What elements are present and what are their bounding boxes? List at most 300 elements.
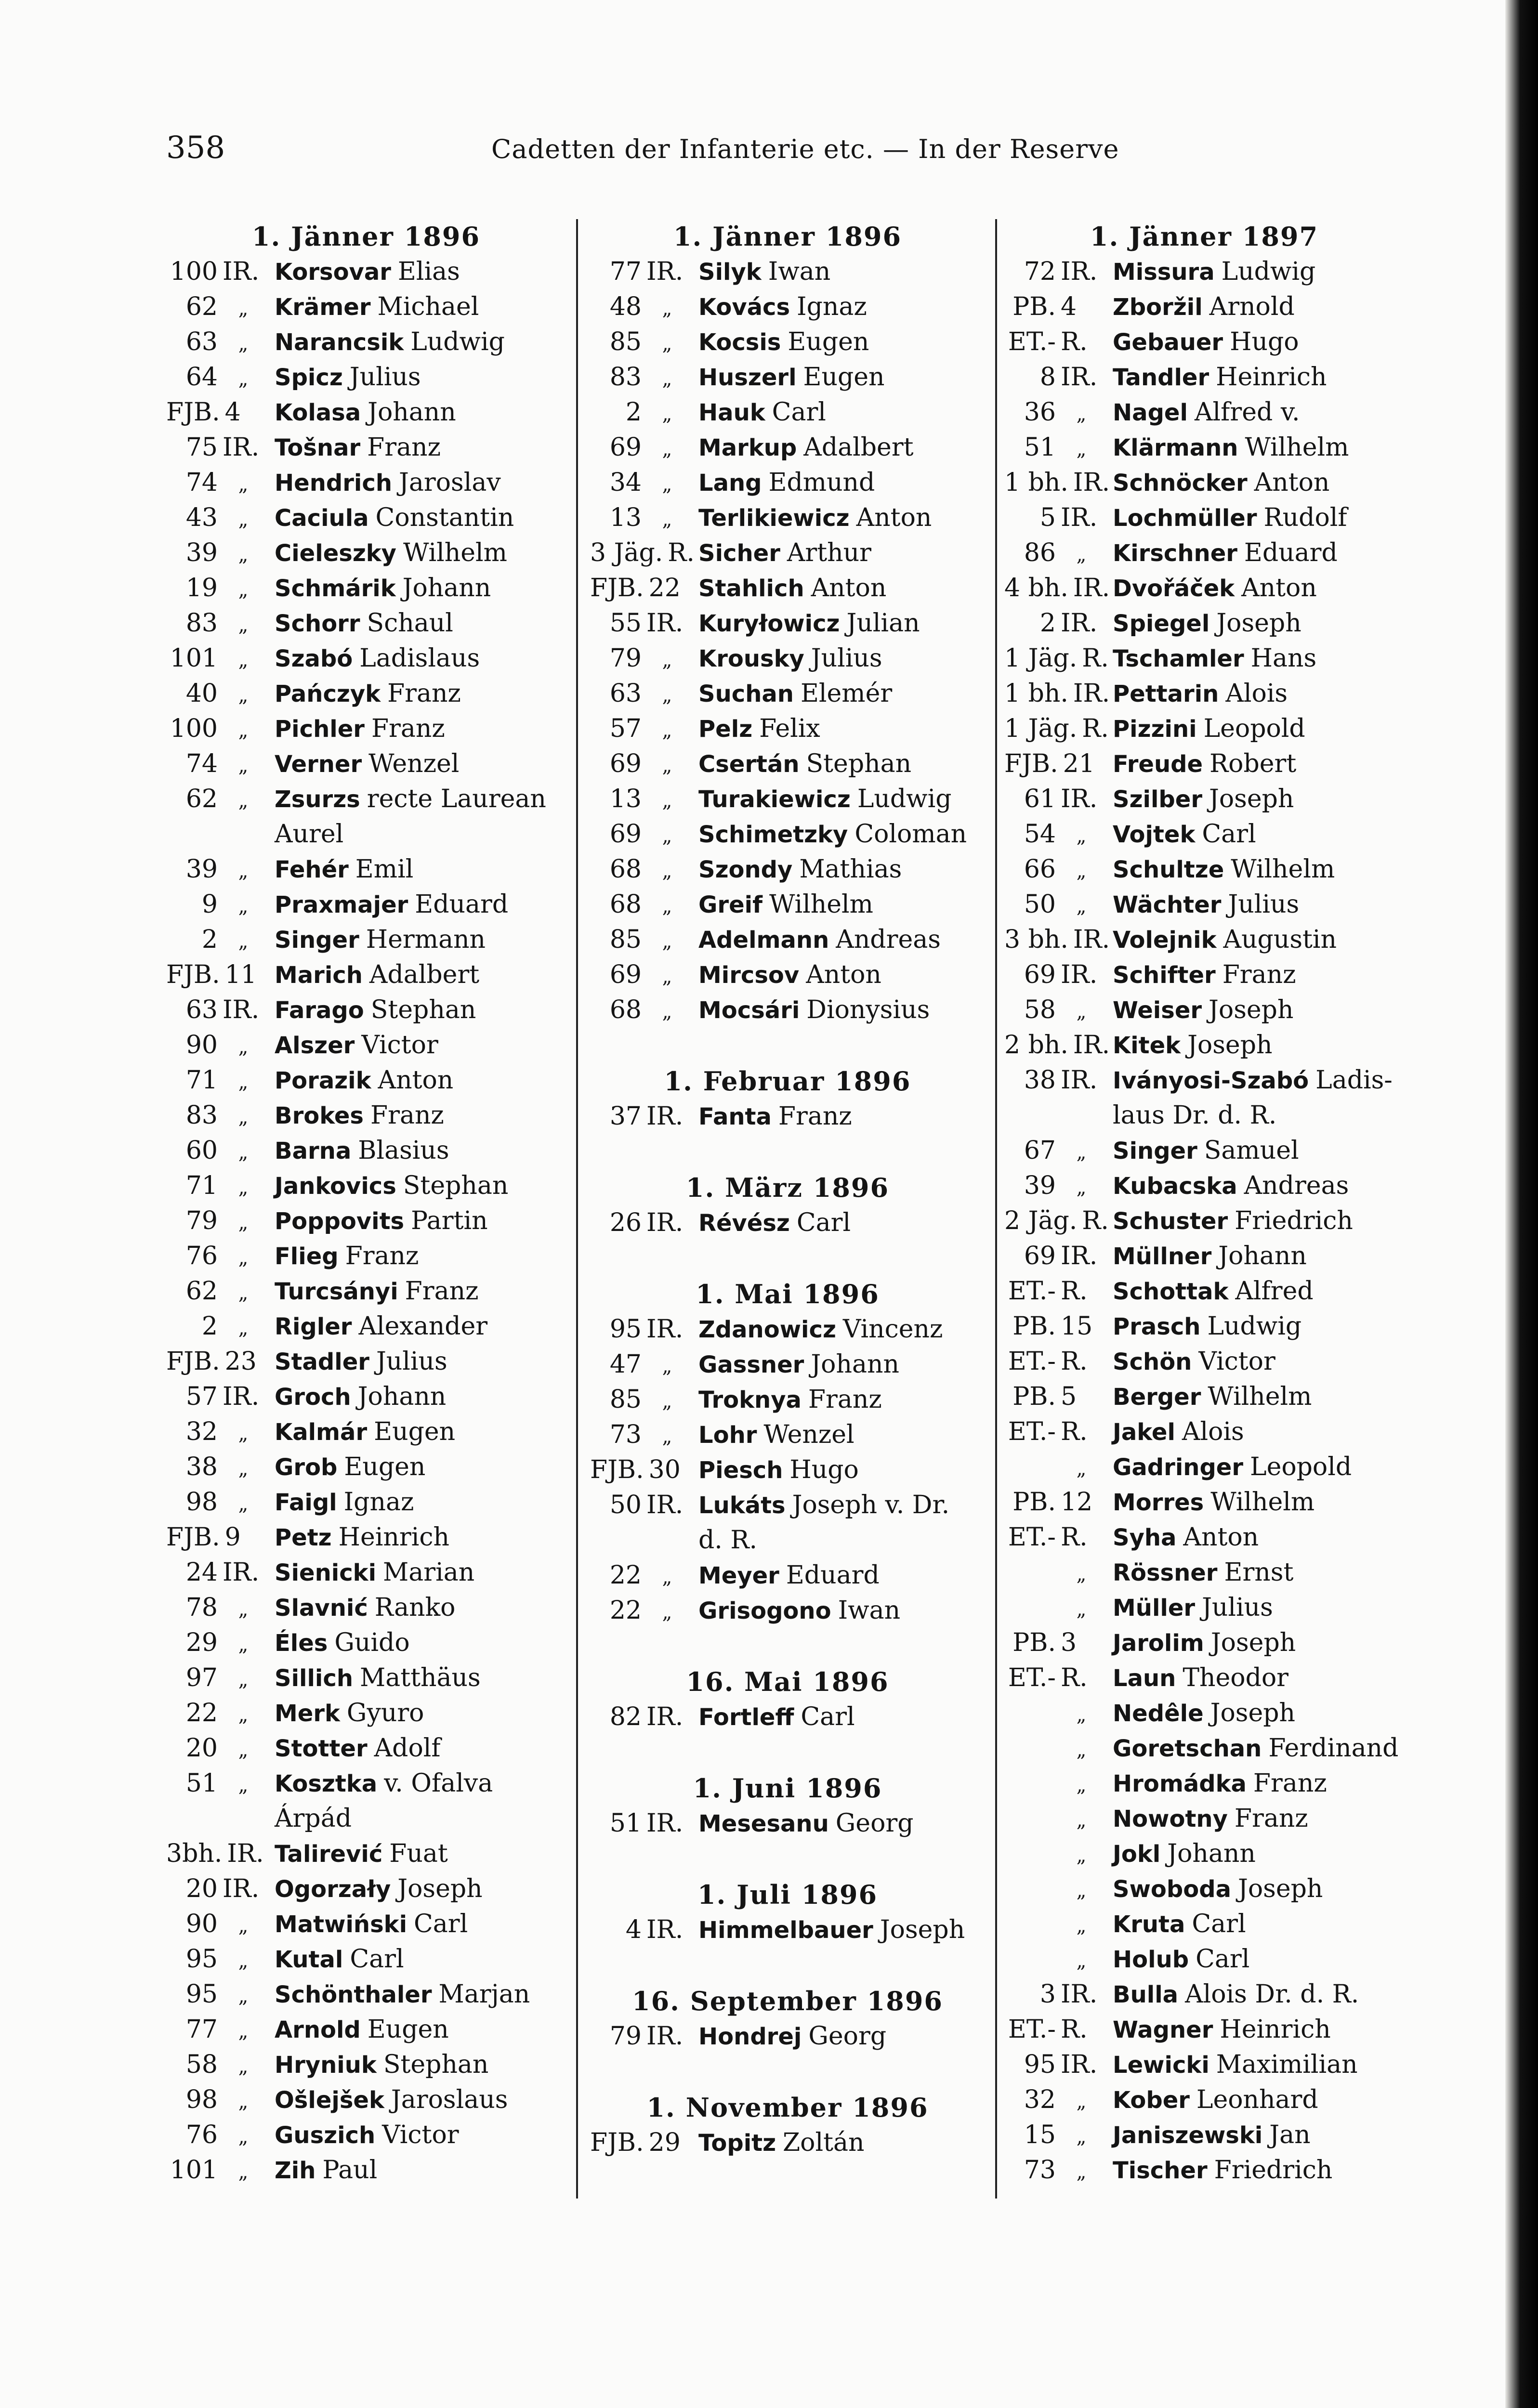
given-name: Franz [370, 1101, 444, 1130]
person-name [1113, 1555, 1404, 1590]
unit-reference [166, 1942, 275, 1977]
list-entry [1004, 1063, 1404, 1098]
given-name: Carl [414, 1910, 468, 1938]
ditto-mark: „ [238, 1774, 249, 1796]
list-entry [166, 1731, 566, 1766]
surname: Pelz [698, 716, 753, 743]
list-entry [1004, 2012, 1404, 2047]
unit-type: IR. [223, 433, 260, 462]
surname: Spicz [275, 364, 343, 391]
unit-reference [590, 817, 698, 852]
unit-reference [166, 1625, 275, 1661]
person-name [698, 922, 985, 957]
unit-reference [166, 465, 275, 500]
unit-reference [166, 1309, 275, 1344]
person-name [1113, 536, 1404, 571]
given-name: Emil [355, 855, 414, 884]
given-name: Heinrich [338, 1523, 449, 1552]
person-name [698, 395, 985, 430]
given-name: Leopold [1203, 714, 1305, 743]
list-entry [166, 782, 566, 817]
ditto-mark: „ [1076, 1563, 1087, 1585]
unit-type: R. [1061, 1417, 1088, 1446]
surname: Hromádka [1113, 1770, 1247, 1797]
unit-number: 2 Jäg. [1004, 1206, 1078, 1235]
list-entry [590, 746, 985, 782]
unit-number: 62 [185, 292, 218, 321]
given-name: Partin [411, 1206, 488, 1235]
unit-reference [1004, 395, 1113, 430]
person-name [275, 1520, 566, 1555]
page-header [166, 130, 1481, 173]
given-name: Hugo [789, 1455, 859, 1484]
surname: Jarolim [1113, 1630, 1204, 1657]
unit-number: 79 [185, 1206, 218, 1235]
surname: Mesesanu [698, 1810, 829, 1837]
unit-type: IR. [1073, 468, 1110, 497]
ditto-mark: „ [662, 966, 672, 988]
given-name: Johann [1218, 1242, 1307, 1270]
list-entry [1004, 1766, 1404, 1801]
given-name: Eugen [803, 363, 885, 392]
list-entry [166, 641, 566, 676]
person-name [275, 289, 566, 325]
unit-reference [1004, 2153, 1113, 2188]
unit-reference [590, 1453, 698, 1488]
unit-reference [1004, 254, 1113, 289]
person-name [275, 1590, 566, 1625]
list-entry [590, 887, 985, 922]
ditto-mark: „ [238, 649, 249, 671]
surname: Zdanowicz [698, 1316, 836, 1343]
ditto-mark: „ [238, 895, 249, 917]
unit-type: IR. [646, 2022, 684, 2051]
person-name [1113, 887, 1404, 922]
surname: Alszer [275, 1032, 355, 1059]
surname: Nedêle [1113, 1700, 1204, 1727]
surname: Müllner [1113, 1243, 1212, 1270]
person-name [1113, 465, 1404, 500]
surname: Turcsányi [275, 1278, 398, 1305]
unit-number: 73 [609, 1420, 642, 1449]
surname: Kalmár [275, 1419, 368, 1446]
given-name: Johann [357, 1382, 447, 1411]
ditto-mark: „ [662, 1426, 672, 1448]
list-entry [166, 1520, 566, 1555]
person-name [275, 1836, 566, 1871]
unit-number: 100 [170, 714, 218, 743]
unit-reference [166, 395, 275, 430]
unit-reference [1004, 1133, 1113, 1168]
person-name [275, 360, 566, 395]
person-name [1113, 852, 1404, 887]
given-name: Wilhelm [1231, 855, 1335, 884]
unit-reference [1004, 1239, 1113, 1274]
unit-reference [166, 289, 275, 325]
unit-number: 43 [185, 503, 218, 532]
person-name [275, 2153, 566, 2188]
list-entry [1004, 957, 1404, 993]
unit-reference [590, 711, 698, 746]
ditto-mark: „ [1076, 2161, 1087, 2183]
unit-number: 69 [609, 749, 642, 778]
surname: Schifter [1113, 962, 1216, 989]
list-entry [166, 1590, 566, 1625]
given-name: Victor [361, 1031, 438, 1060]
unit-reference [1004, 1766, 1113, 1801]
given-name: Stephan [806, 749, 912, 778]
person-name [1113, 1625, 1404, 1661]
unit-type: IR. [646, 1315, 684, 1344]
unit-reference [590, 536, 698, 571]
person-name [698, 2125, 985, 2160]
list-entry [166, 1485, 566, 1520]
surname: Volejnik [1113, 927, 1217, 954]
ditto-mark: „ [662, 1390, 672, 1413]
surname: Grisogono [698, 1597, 831, 1624]
unit-reference [166, 1871, 275, 1907]
surname: Adelmann [698, 927, 829, 954]
ditto-mark: „ [238, 1493, 249, 1515]
ditto-mark: „ [1076, 403, 1087, 425]
given-name: Andreas [836, 925, 941, 954]
given-name: Leonhard [1196, 2085, 1318, 2114]
unit-number: 9 [201, 890, 218, 919]
surname: Dvořáček [1113, 575, 1235, 602]
given-name: Stephan [383, 2050, 489, 2079]
unit-reference [1004, 1204, 1113, 1239]
unit-reference [1004, 2012, 1113, 2047]
person-name [275, 711, 566, 746]
surname: Klärmann [1113, 434, 1238, 461]
unit-number: 1 Jäg. [1004, 714, 1078, 743]
list-entry [1004, 676, 1404, 711]
list-entry [166, 1625, 566, 1661]
surname: Grob [275, 1454, 338, 1481]
surname: Gadringer [1113, 1454, 1244, 1481]
ditto-mark: „ [662, 1355, 672, 1377]
section-date-heading: 1. Jänner 1896 [673, 221, 902, 252]
unit-reference [166, 2118, 275, 2153]
unit-type: 5 [1061, 1382, 1077, 1411]
surname: Jankovics [275, 1173, 396, 1200]
person-name [698, 1205, 985, 1241]
list-entry [166, 1555, 566, 1590]
unit-reference [166, 782, 275, 817]
surname: Kuryłowicz [698, 610, 840, 637]
unit-reference [590, 852, 698, 887]
person-name [698, 571, 985, 606]
list-entry [166, 1907, 566, 1942]
person-name [275, 1379, 566, 1414]
given-name: Julius [1202, 1593, 1273, 1622]
list-entry [166, 1309, 566, 1344]
unit-reference [590, 1806, 698, 1841]
surname: Hauk [698, 399, 765, 426]
given-name: Julius [349, 363, 421, 392]
person-name [1113, 1063, 1404, 1098]
surname: Faigl [275, 1489, 337, 1516]
given-name: Alfred [1235, 1277, 1314, 1306]
person-name [1113, 325, 1404, 360]
surname: Flieg [275, 1243, 339, 1270]
list-entry [590, 254, 985, 289]
unit-number: ET.- [1008, 1417, 1056, 1446]
unit-reference [590, 465, 698, 500]
surname: Holub [1113, 1946, 1189, 1973]
unit-number: 50 [609, 1491, 642, 1519]
surname: Ošlejšek [275, 2087, 384, 2114]
person-name [698, 1382, 985, 1417]
unit-number: 20 [185, 1734, 218, 1763]
person-name [698, 1558, 985, 1593]
section-gap [590, 1241, 985, 1277]
unit-number: 100 [170, 257, 218, 286]
given-name: Joseph [1209, 785, 1294, 813]
unit-reference [590, 993, 698, 1028]
person-name [698, 1806, 985, 1841]
person-name [1113, 1450, 1404, 1485]
given-name: Eugen [788, 327, 869, 356]
given-name: Anton [1241, 574, 1317, 602]
list-entry [166, 957, 566, 993]
list-entry [166, 2047, 566, 2082]
given-name: Alois Dr. d. R. [1185, 1980, 1359, 2009]
person-name [1113, 2047, 1404, 2082]
given-name: Elemér [800, 679, 893, 708]
unit-reference [1004, 606, 1113, 641]
given-name: Ferdinand [1268, 1734, 1399, 1763]
unit-number: 73 [1024, 2156, 1056, 2185]
person-name [275, 395, 566, 430]
person-name [1113, 1942, 1404, 1977]
person-name [1113, 1309, 1404, 1344]
ditto-mark: „ [238, 614, 249, 636]
person-name [1113, 711, 1404, 746]
ditto-mark: „ [662, 1001, 672, 1023]
list-entry [1004, 2118, 1404, 2153]
unit-reference [166, 1344, 275, 1379]
list-entry [166, 360, 566, 395]
surname: Guszich [275, 2122, 376, 2149]
unit-reference [1004, 1028, 1113, 1063]
list-entry [590, 500, 985, 536]
surname: Bulla [1113, 1981, 1179, 2008]
list-entry [590, 1417, 985, 1453]
unit-type: IR. [1061, 960, 1098, 989]
unit-type: IR. [223, 257, 260, 286]
unit-reference [166, 2047, 275, 2082]
surname: Mocsári [698, 997, 800, 1024]
surname: Lewicki [1113, 2052, 1209, 2079]
unit-reference [590, 1382, 698, 1417]
ditto-mark: „ [238, 2020, 249, 2042]
unit-number: 26 [609, 1208, 642, 1237]
list-entry [1004, 852, 1404, 887]
surname: Sienicki [275, 1559, 377, 1586]
person-name [275, 887, 566, 922]
surname: Syha [1113, 1524, 1177, 1551]
list-entry [590, 606, 985, 641]
person-name [275, 676, 566, 711]
unit-number: 62 [185, 785, 218, 813]
person-name [275, 1028, 566, 1063]
unit-reference [1004, 2082, 1113, 2118]
ditto-mark: „ [238, 368, 249, 390]
unit-reference [166, 1520, 275, 1555]
surname: Lohr [698, 1422, 757, 1449]
given-name: Rudolf [1263, 503, 1347, 532]
name-continuation: Árpád [275, 1804, 352, 1833]
section-date-heading: 16. Mai 1896 [686, 1666, 889, 1697]
unit-number: 101 [170, 644, 218, 673]
unit-type: IR. [1061, 2050, 1098, 2079]
surname: Groch [275, 1384, 351, 1411]
person-name [698, 1312, 985, 1347]
surname: Iványosi-Szabó [1113, 1067, 1309, 1094]
ditto-mark: „ [238, 2091, 249, 2113]
unit-reference [1004, 1274, 1113, 1309]
surname: Weiser [1113, 997, 1202, 1024]
person-name [698, 289, 985, 325]
person-name [275, 1942, 566, 1977]
list-entry [166, 1836, 566, 1871]
section-gap [590, 1948, 985, 1984]
person-name [698, 500, 985, 536]
unit-type: IR. [227, 1839, 264, 1868]
ditto-mark: „ [1076, 1598, 1087, 1621]
given-name: Adolf [374, 1734, 441, 1763]
unit-number: 36 [1024, 398, 1056, 427]
given-name: Franz [1253, 1769, 1327, 1798]
list-entry [166, 2082, 566, 2118]
unit-type: IR. [646, 1915, 684, 1944]
list-entry [1004, 1977, 1404, 2012]
ditto-mark: „ [662, 825, 672, 847]
given-name: Mathias [799, 855, 902, 884]
ditto-mark: „ [1076, 1915, 1087, 1937]
surname: Cieleszky [275, 540, 396, 567]
unit-type: R. [1061, 1347, 1088, 1376]
list-entry [166, 676, 566, 711]
list-entry [590, 536, 985, 571]
unit-reference [590, 922, 698, 957]
surname: Markup [698, 434, 797, 461]
person-name [1113, 1661, 1404, 1696]
person-name [1113, 395, 1404, 430]
section-gap [590, 1028, 985, 1064]
surname: Zboržil [1113, 294, 1203, 321]
given-name: Stephan [403, 1171, 509, 1200]
unit-number: ET.- [1008, 2015, 1056, 2044]
unit-number: 37 [609, 1102, 642, 1131]
ditto-mark: „ [238, 1915, 249, 1937]
person-name [275, 1450, 566, 1485]
unit-number: 57 [185, 1382, 218, 1411]
surname: Goretschan [1113, 1735, 1262, 1762]
given-name: Julian [846, 609, 920, 638]
list-entry [1004, 817, 1404, 852]
unit-reference [1004, 430, 1113, 465]
list-entry [590, 957, 985, 993]
unit-number: FJB. [590, 574, 644, 602]
unit-reference [1004, 2047, 1113, 2082]
surname: Pichler [275, 716, 365, 743]
unit-reference [590, 1312, 698, 1347]
ditto-mark: „ [1076, 1704, 1087, 1726]
list-entry [166, 852, 566, 887]
section-date-heading: 16. September 1896 [632, 1986, 943, 2016]
unit-reference [166, 922, 275, 957]
person-name [1113, 993, 1404, 1028]
unit-type: IR. [1061, 1980, 1098, 2009]
list-entry [1004, 500, 1404, 536]
unit-number: 90 [185, 1910, 218, 1938]
given-name: Hans [1250, 644, 1317, 673]
ditto-mark: „ [662, 1601, 672, 1623]
given-name: Alois [1225, 679, 1288, 708]
unit-number: 2 bh. [1004, 1031, 1068, 1060]
list-entry [166, 1239, 566, 1274]
unit-reference [1004, 1168, 1113, 1204]
person-name [1113, 1028, 1404, 1063]
unit-type: 3 [1061, 1628, 1077, 1657]
list-entry [1004, 2047, 1404, 2082]
person-name [1113, 1801, 1404, 1836]
given-name: Carl [772, 398, 826, 427]
given-name: Friedrich [1235, 1206, 1353, 1235]
surname: Tandler [1113, 364, 1209, 391]
given-name: Wenzel [763, 1420, 854, 1449]
person-name [698, 1347, 985, 1382]
unit-number: 76 [185, 2120, 218, 2149]
person-name [698, 746, 985, 782]
unit-number: 38 [1024, 1066, 1056, 1095]
person-name [275, 746, 566, 782]
unit-number: 83 [185, 1101, 218, 1130]
unit-reference [166, 254, 275, 289]
unit-reference [1004, 641, 1113, 676]
unit-reference [1004, 957, 1113, 993]
unit-number: 22 [185, 1699, 218, 1727]
person-name [275, 1414, 566, 1450]
given-name: Carl [801, 1702, 855, 1731]
list-entry [166, 430, 566, 465]
given-name: Ignaz [343, 1488, 414, 1517]
section-gap [590, 1628, 985, 1664]
unit-type: IR. [1061, 1066, 1098, 1095]
ditto-mark: „ [662, 755, 672, 777]
unit-number: 4 bh. [1004, 574, 1068, 602]
given-name: Jan [1269, 2120, 1311, 2149]
surname: Prasch [1113, 1313, 1201, 1340]
given-name: Constantin [375, 503, 514, 532]
given-name: Ernst [1224, 1558, 1294, 1587]
surname: Greif [698, 891, 762, 918]
unit-number: 15 [1024, 2120, 1056, 2149]
unit-number: 98 [185, 2085, 218, 2114]
unit-reference [166, 852, 275, 887]
person-name [698, 1912, 985, 1948]
given-name: Johann [402, 574, 491, 602]
unit-type: IR. [646, 1702, 684, 1731]
list-entry [590, 782, 985, 817]
surname: Jakel [1113, 1419, 1175, 1446]
list-entry [1004, 2153, 1404, 2188]
unit-number: 38 [185, 1453, 218, 1481]
list-entry [1004, 289, 1404, 325]
unit-number: FJB. [590, 2128, 644, 2157]
